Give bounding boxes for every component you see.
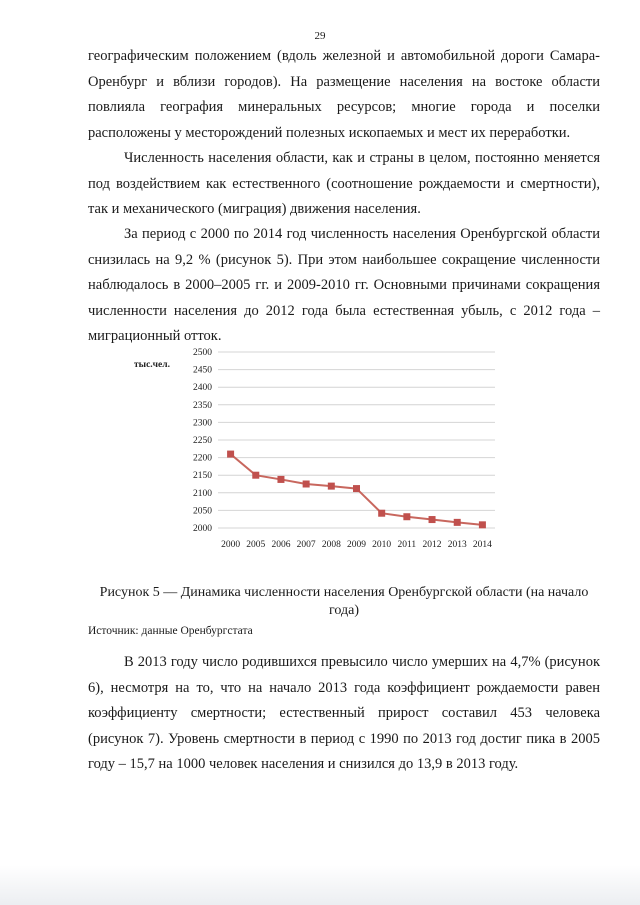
data-point-marker [429,516,436,523]
x-tick-label: 2008 [321,540,341,550]
population-line-chart [130,340,520,560]
data-point-marker [277,476,284,483]
data-point-marker [227,451,234,458]
scan-bottom-shade [0,865,640,905]
data-point-marker [328,483,335,490]
data-point-marker [353,485,360,492]
x-tick-label: 2012 [422,540,442,550]
data-point-marker [454,519,461,526]
y-tick-label: 2200 [193,453,212,464]
x-tick-label: 2009 [347,540,366,550]
data-point-marker [403,513,410,520]
y-tick-label: 2050 [193,506,212,517]
data-point-marker [303,481,310,488]
x-tick-label: 2006 [271,540,291,550]
y-tick-label: 2150 [193,471,212,482]
page-number: 29 [314,30,326,42]
x-tick-label: 2013 [447,540,467,550]
y-tick-label: 2450 [193,365,212,376]
figure-caption: Рисунок 5 — Динамика численности населения Оренбургской области (на начало года) [99,585,589,618]
paragraph-population-change: Численность населения области, как и страны в целом, постоянно меняется под воздействием как естественного (соотношение рождаемости и смертности), так и механического (миграция) движения населения. [88,150,600,217]
data-point-marker [479,521,486,528]
y-tick-label: 2350 [193,400,212,411]
y-tick-label: 2300 [193,418,212,429]
paragraph-population-decline: За период с 2000 по 2014 год численность населения Оренбургской области снизилась на 9,2 % (рисунок 5). При этом наибольшее сокращение численности наблюдалось в 2000–2005 гг. и 2009-2010 гг. Основными причинами сокращения численности населения до 2012 года была естественная убыль, с 2012 года – миграционный отток. [88,226,600,344]
x-tick-label: 2000 [221,540,241,550]
data-point-marker [252,472,259,479]
chart-gridlines [218,352,495,528]
chart-y-ticks [193,348,212,534]
x-tick-label: 2005 [246,540,266,550]
x-tick-label: 2011 [397,540,417,550]
x-tick-label: 2007 [296,540,316,550]
population-series-markers [227,451,486,529]
y-tick-label: 2000 [193,524,212,534]
x-tick-label: 2010 [372,540,392,550]
y-tick-label: 2250 [193,436,212,446]
y-axis-unit-label: тыс.чел. [134,360,170,370]
data-point-marker [378,510,385,517]
paragraph-births-deaths: В 2013 году число родившихся превысило число умерших на 4,7% (рисунок 6), несмотря на то, что на начало 2013 года коэффициент рождаемости равен коэффициенту смертности; естественный прирост составил 453 человека (рисунок 7). Уровень смертности в период с 1990 по 2013 год достиг пика в 2005 году – 15,7 на 1000 человек населения и снизился до 13,9 в 2013 году. [88,654,600,772]
y-tick-label: 2100 [193,488,212,499]
y-tick-label: 2500 [193,348,212,358]
y-tick-label: 2400 [193,383,212,394]
figure-source: Источник: данные Оренбургстата [88,625,253,637]
paragraph-geography: географическим положением (вдоль железной и автомобильной дороги Самара-Оренбург и вблизи городов). На размещение населения на востоке области повлияла география минеральных ресурсов; многие города и поселки расположены у месторождений полезных ископаемых и мест их переработки. [88,48,600,141]
x-tick-label: 2014 [472,540,492,550]
chart-x-ticks [221,540,492,550]
